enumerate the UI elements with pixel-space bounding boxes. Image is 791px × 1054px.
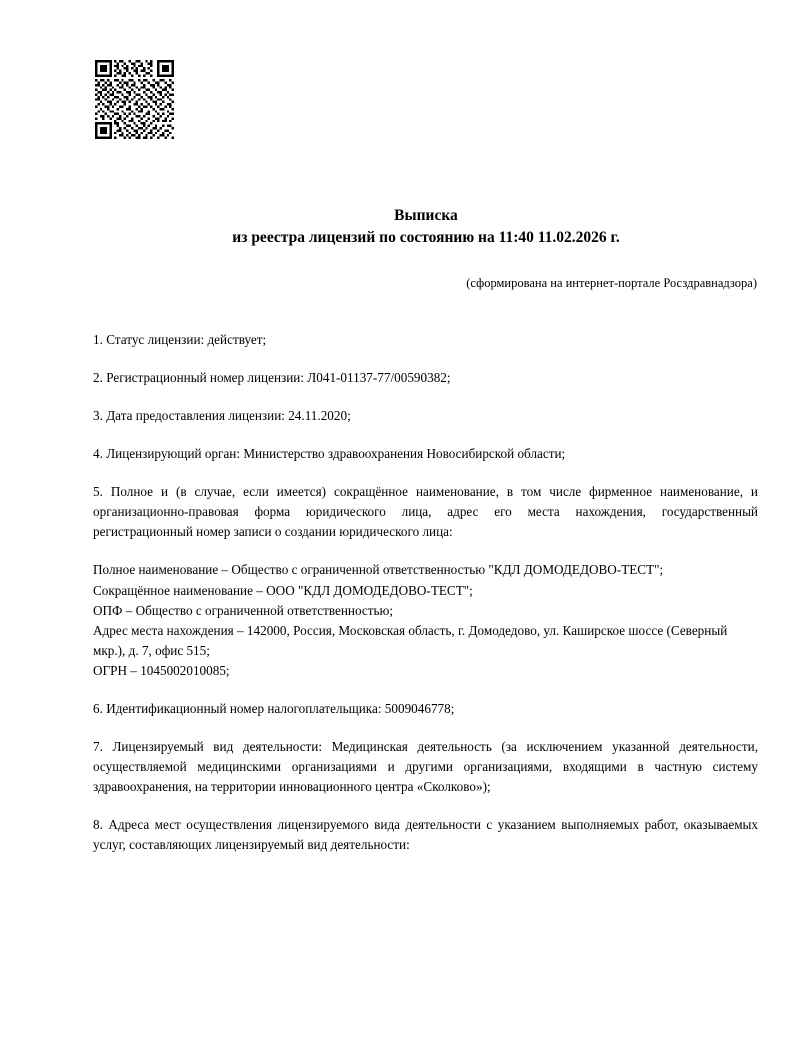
qr-code-icon	[95, 60, 174, 139]
entity-legal-form: ОПФ – Общество с ограниченной ответственностью;	[93, 602, 394, 618]
item-activity-addresses: 8. Адреса мест осуществления лицензируемого вида деятельности с указанием выполняемых работ, оказываемых услуг, составляющих лицензируемый вид деятельности:	[93, 817, 758, 853]
entity-address: Адрес места нахождения – 142000, Россия, Московская область, г. Домодедово, ул. Каширское шоссе (Северный мкр.), д. 7, офис 515;	[93, 622, 728, 658]
entity-ogrn: ОГРН – 1045002010085;	[93, 662, 230, 678]
entity-short-name: Сокращённое наименование – ООО "КДЛ ДОМОДЕДОВО-ТЕСТ";	[93, 582, 473, 598]
item-registration-number: 2. Регистрационный номер лицензии: Л041-01137-77/00590382;	[93, 370, 451, 386]
item-status: 1. Статус лицензии: действует;	[93, 332, 267, 347]
title-line-1: Выписка	[394, 207, 458, 224]
item-issue-date: 3. Дата предоставления лицензии: 24.11.2020;	[93, 408, 351, 424]
item-activity-type: 7. Лицензируемый вид деятельности: Медицинская деятельность (за исключением указанной деятельности, осуществляемой медицинскими организациями и другими организациями, входящими в частную систему здравоохранения, на территории инновационного центра «Сколково»);	[93, 738, 758, 794]
entity-details	[93, 560, 758, 680]
item-inn: 6. Идентификационный номер налогоплательщика: 5009046778;	[93, 700, 455, 716]
formed-note: (сформирована на интернет-портале Росздравнадзора)	[466, 276, 757, 290]
entity-full-name: Полное наименование – Общество с ограниченной ответственностью "КДЛ ДОМОДЕДОВО-ТЕСТ";	[93, 562, 664, 578]
item-licensing-authority: 4. Лицензирующий орган: Министерство здравоохранения Новосибирской области;	[93, 446, 566, 462]
document-body	[93, 330, 758, 855]
qr-code-svg	[95, 60, 174, 139]
page-title	[95, 205, 757, 250]
title-line-2: из реестра лицензий по состоянию на 11:40 11.02.2026 г.	[232, 229, 620, 247]
item-entity-names-heading: 5. Полное и (в случае, если имеется) сокращённое наименование, в том числе фирменное наименование, и организационно-правовая форма юридического лица, адрес его места нахождения, государственный регистрационный номер записи о создании юридического лица:	[93, 484, 758, 540]
